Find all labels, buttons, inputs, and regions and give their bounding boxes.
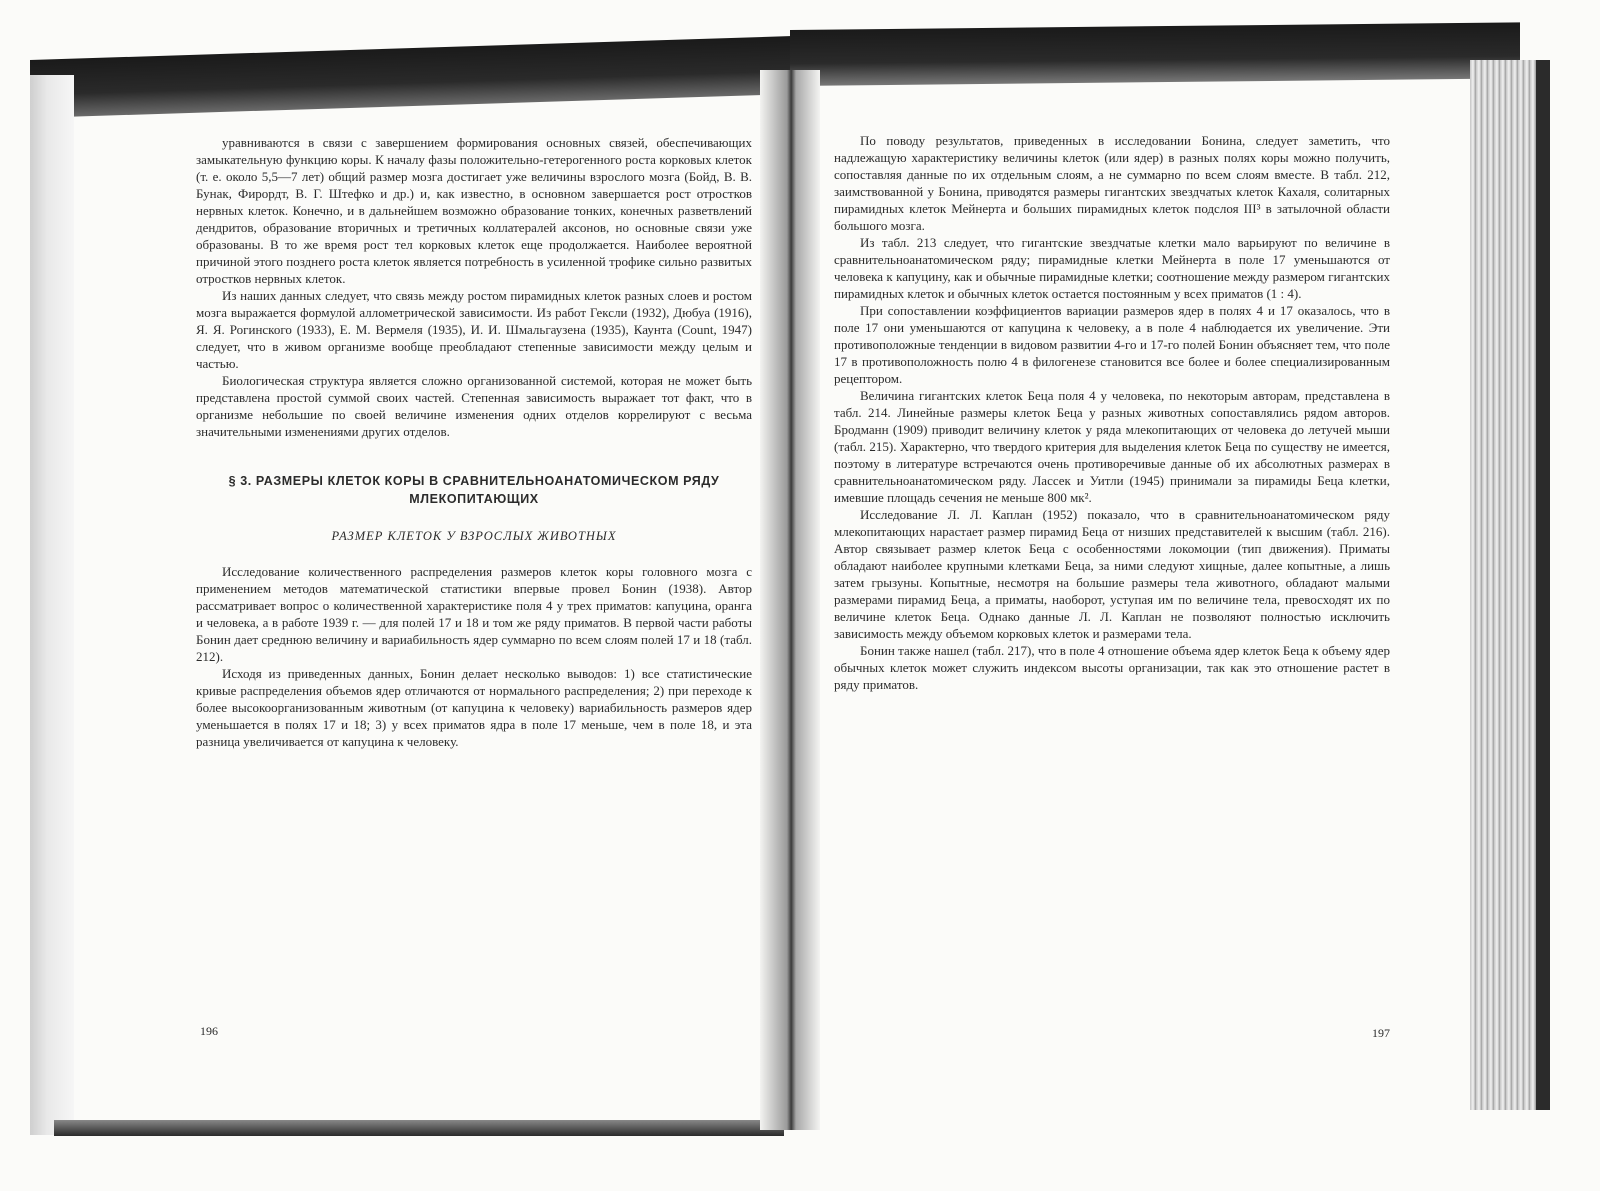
binding-edge-bottom: [54, 1120, 784, 1136]
binding-edge-top-right: [790, 22, 1520, 86]
cover-edge-right: [1536, 60, 1550, 1110]
paragraph: Бонин также нашел (табл. 217), что в поле 4 отношение объема ядер клеток Беца к объему ядер обычных клеток может служить индексом высоты организации, так как это отношение растет в ряду приматов.: [834, 643, 1390, 692]
paragraph: При сопоставлении коэффициентов вариации размеров ядер в полях 4 и 17 оказалось, что в поле 17 они уменьшаются от капуцина к человеку, а в поле 4 наблюдается их увеличение. Эти противоположные тенденции в видовом развитии 4-го и 17-го полей Бонин объясняет тем, что поле 17 в противоположность полю 4 в филогенезе становится все более и более специализированным рецептором.: [834, 303, 1390, 386]
right-page: [834, 132, 1390, 693]
binding-edge-top-left: [30, 36, 800, 118]
paragraph: Исходя из приведенных данных, Бонин делает несколько выводов: 1) все статистические кривые распределения объемов ядер отличаются от нормального распределения; 2) при переходе к более высокоорганизованным животным (от капуцина к человеку) вариабильность размеров ядер уменьшается в полях 17 и 18; 3) у всех приматов ядра в поле 17 меньше, чем в поле 18, и эта разница увеличивается от капуцина к человеку.: [196, 666, 752, 749]
paragraph: По поводу результатов, приведенных в исследовании Бонина, следует заметить, что надлежащую характеристику величины клеток (или ядер) в разных полях коры можно получить, сопоставляя данные по их отдельным слоям, а не суммарно по всем слоям вместе. В табл. 212, заимствованной у Бонина, приводятся размеры гигантских звездчатых клеток Кахаля, солитарных пирамидных клеток Мейнерта и больших пирамидных клеток подслоя III³ в затылочной области большого мозга.: [834, 133, 1390, 233]
section-heading: § 3. РАЗМЕРЫ КЛЕТОК КОРЫ В СРАВНИТЕЛЬНОАНАТОМИЧЕСКОМ РЯДУ МЛЕКОПИТАЮЩИХ: [228, 474, 720, 506]
page-number-right: 197: [1372, 1026, 1390, 1040]
paragraph: Величина гигантских клеток Беца поля 4 у человека, по некоторым авторам, представлена в табл. 214. Линейные размеры клеток Беца у разных животных сопоставлялись рядом авторов. Бродманн (1909) приводит величину клеток у ряда млекопитающих от человека до летучей мыши (табл. 215). Характерно, что твердого критерия для выделения клеток Беца по существу не имеется, поэтому в литературе встречаются очень противоречивые данные об их абсолютных размерах в сравнительноанатомическом ряду. Лассек и Уитли (1945) принимали за пирамиды Беца клетки, имевшие площадь сечения не меньше 800 мк².: [834, 388, 1390, 505]
page-stack-left: [30, 75, 74, 1135]
paragraph: Биологическая структура является сложно организованной системой, которая не может быть представлена простой суммой своих частей. Степенная зависимость выражает тот факт, что в организме небольшие по своей величине изменения одних отделов коррелируют с весьма значительными изменениями других отделов.: [196, 373, 752, 439]
subheading: РАЗМЕР КЛЕТОК У ВЗРОСЛЫХ ЖИВОТНЫХ: [331, 529, 617, 543]
book-gutter: [760, 70, 820, 1130]
paragraph: Исследование количественного распределения размеров клеток коры головного мозга с применением методов математической статистики впервые провел Бонин (1938). Автор рассматривает вопрос о количественной характеристике поля 4 у трех приматов: капуцина, оранга и человека, а в работе 1939 г. — для полей 17 и 18 и том же ряду приматов. В первой части работы Бонин дает среднюю величину и вариабильность ядер суммарно по всем слоям полей 17 и 18 (табл. 212).: [196, 564, 752, 664]
paragraph: Из табл. 213 следует, что гигантские звездчатые клетки мало варьируют по величине в сравнительноанатомическом ряду; пирамидные клетки Мейнерта в поле 17 уменьшаются от человека к капуцину, как и обычные пирамидные клетки; соотношение между размером гигантских пирамидных клеток и обычных клеток остается постоянным у всех приматов (1 : 4).: [834, 235, 1390, 301]
page-number-left: 196: [200, 1024, 218, 1038]
paragraph: Из наших данных следует, что связь между ростом пирамидных клеток разных слоев и ростом мозга выражается формулой аллометрической зависимости. Из работ Гексли (1932), Дюбуа (1916), Я. Я. Рогинского (1933), Е. М. Вермеля (1935), И. И. Шмальгаузена (1935), Каунта (Count, 1947) следует, что в живом организме вообще преобладают степенные зависимости между целым и частью.: [196, 288, 752, 371]
paragraph: Исследование Л. Л. Каплан (1952) показало, что в сравнительноанатомическом ряду млекопитающих нарастает размер пирамид Беца от низших представителей к высшим (табл. 216). Автор связывает размер клеток Беца с особенностями локомоции (тип движения). Приматы обладают наиболее крупными клетками Беца, за ними следуют хищные, далее копытные, а лишь затем грызуны. Копытные, несмотря на большие размеры тела животного, обладают малыми размерами пирамид Беца, а приматы, наоборот, уступая им по величине тела, превосходят их по величине клеток Беца. Однако данные Л. Л. Каплан не позволяют полностью исключить зависимость между объемом корковых клеток и размерами тела.: [834, 507, 1390, 641]
paragraph: уравниваются в связи с завершением формирования основных связей, обеспечивающих замыкательную функцию коры. К началу фазы положительно-гетерогенного роста корковых клеток (т. е. около 5,5—7 лет) общий размер мозга достигает уже величины взрослого мозга (Бойд, В. В. Бунак, Фирордт, В. Г. Штефко и др.) и, как известно, в основном завершается рост отростков нервных клеток. Конечно, и в дальнейшем возможно образование тонких, конечных разветвлений дендритов, образование вторичных и третичных коллатералей аксонов, но основные связи уже образованы. В то же время рост тел корковых клеток еще продолжается. Наиболее вероятной причиной этого позднего роста клеток является потребность в усиленной трофике сильно развитых отростков нервных клеток.: [196, 135, 752, 286]
left-page: [196, 134, 752, 750]
